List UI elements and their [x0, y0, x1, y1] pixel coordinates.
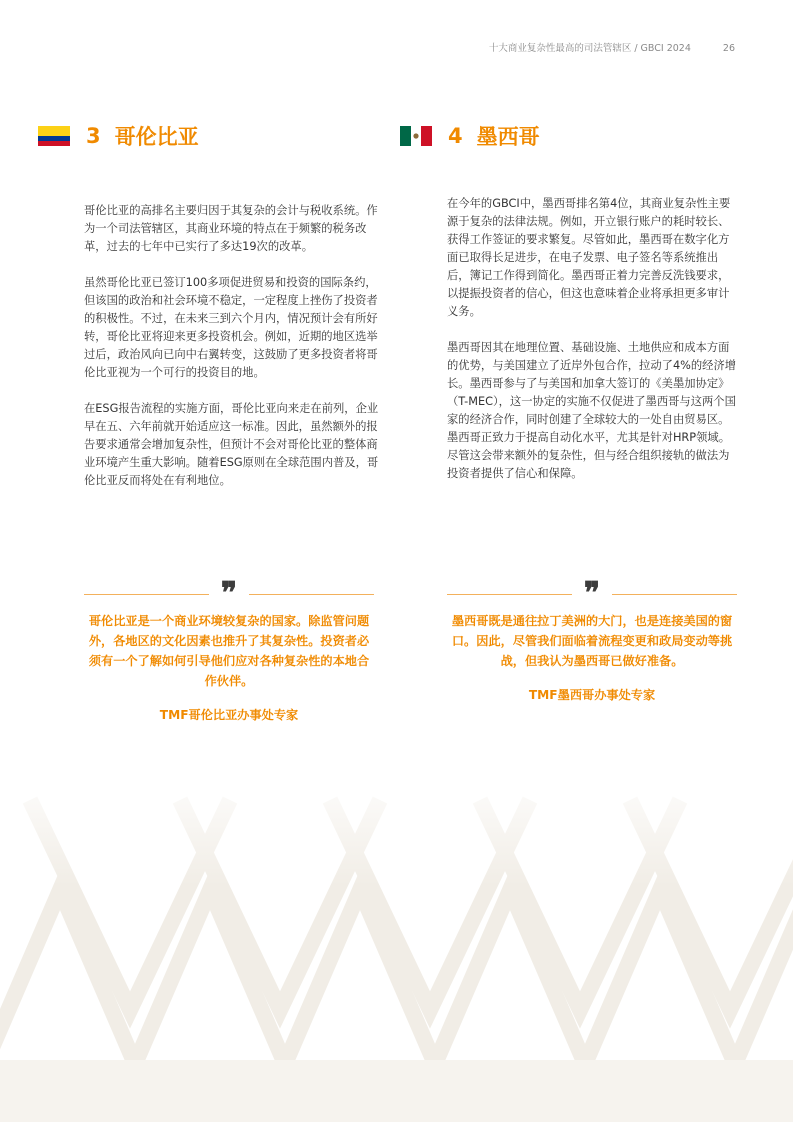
page-number: 26	[722, 43, 735, 54]
divider-line	[84, 594, 209, 595]
mexico-quote-attribution: TMF墨西哥办事处专家	[528, 688, 656, 702]
divider-line	[447, 594, 572, 595]
divider-line	[612, 594, 737, 595]
colombia-body	[84, 202, 379, 508]
mexico-paragraph: 在今年的GBCI中，墨西哥排名第4位，其商业复杂性主要源于复杂的法律法规。例如，开立银行账户的耗时较长、获得工作签证的要求繁复。尽管如此，墨西哥在数字化方面已取得长足进步，在电子发票、电子签名等系统推出后，簿记工作得到简化。墨西哥正着力完善反洗钱要求，以提振投资者的信心，但这也意味着企业将承担更多审计义务。	[447, 197, 731, 318]
divider-line	[249, 594, 374, 595]
quote-icon: ❞	[220, 576, 238, 611]
colombia-quote: 哥伦比亚是一个商业环境较复杂的国家。除监管问题外，各地区的文化因素也推升了其复杂性。投资者必须有一个了解如何引导他们应对各种复杂性的本地合作伙伴。	[88, 614, 370, 688]
header-title: 十大商业复杂性最高的司法管辖区 / GBCI 2024	[488, 43, 691, 54]
colombia-title: 哥伦比亚	[114, 125, 199, 149]
quote-divider	[447, 576, 737, 611]
mexico-quote-block	[447, 576, 737, 703]
quote-icon: ❞	[583, 576, 601, 611]
colombia-quote-block	[84, 576, 374, 723]
colombia-flag-icon	[38, 126, 70, 146]
mexico-heading	[400, 121, 540, 151]
colombia-paragraph: 在ESG报告流程的实施方面，哥伦比亚向来走在前列，企业早在五、六年前就开始适应这一标准。因此，虽然额外的报告要求通常会增加复杂性，但预计不会对哥伦比亚的整体商业环境产生重大影响。随着ESG原则在全球范围内普及，哥伦比亚反而将处在有利地位。	[84, 402, 379, 487]
mexico-rank: 4	[448, 124, 463, 148]
colombia-paragraph: 虽然哥伦比亚已签订100多项促进贸易和投资的国际条约，但该国的政治和社会环境不稳定，一定程度上挫伤了投资者的积极性。不过，在未来三到六个月内，情况预计会有所好转，哥伦比亚将迎来更多投资机会。例如，近期的地区选举过后，政治风向已向中右翼转变，这鼓励了更多投资者将哥伦比亚视为一个可行的投资目的地。	[84, 276, 378, 379]
colombia-paragraph: 哥伦比亚的高排名主要归因于其复杂的会计与税收系统。作为一个司法管辖区，其商业环境的特点在于频繁的税务改革，过去的七年中已实行了多达19次的改革。	[84, 204, 378, 253]
page-header	[489, 40, 735, 54]
background-pattern	[0, 760, 793, 1122]
mexico-title: 墨西哥	[476, 125, 540, 149]
mexico-body	[447, 195, 737, 501]
colombia-heading	[38, 121, 199, 151]
mexico-flag-icon	[400, 126, 432, 146]
colombia-rank: 3	[86, 124, 101, 148]
mexico-paragraph: 墨西哥因其在地理位置、基础设施、土地供应和成本方面的优势，与美国建立了近岸外包合作，拉动了4%的经济增长。墨西哥参与了与美国和加拿大签订的《美墨加协定》（T-MEC），这一协定的实施不仅促进了墨西哥与这两个国家的经济合作，同时创建了全球较大的一处自由贸易区。墨西哥正致力于提高自动化水平，尤其是针对HRP领域。尽管这会带来额外的复杂性，但与经合组织接轨的做法为投资者提供了信心和保障。	[447, 341, 737, 480]
mexico-quote: 墨西哥既是通往拉丁美洲的大门，也是连接美国的窗口。因此，尽管我们面临着流程变更和政局变动等挑战，但我认为墨西哥已做好准备。	[451, 614, 733, 668]
quote-divider	[84, 576, 374, 611]
colombia-quote-attribution: TMF哥伦比亚办事处专家	[159, 708, 299, 722]
